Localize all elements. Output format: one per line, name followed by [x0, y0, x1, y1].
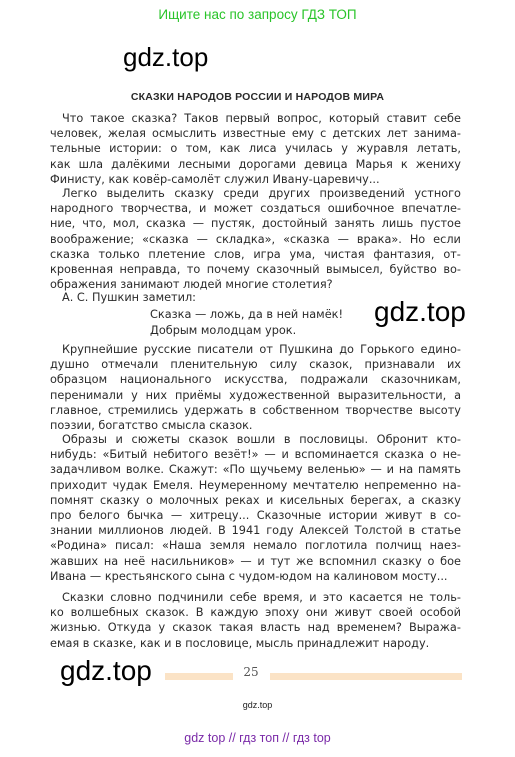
page-decor-bar-right: [270, 673, 462, 680]
footer-links[interactable]: gdz top // гдз топ // гдз top: [184, 731, 331, 745]
text-line: «Родина» писал: «Наша земля немало поглотила полчищ наез-: [50, 539, 461, 553]
text-line: задачливом волке. Скажут: «По щучьему веленью» — и на память: [50, 463, 461, 477]
text-line: душно отмечали пленительную силу сказок, признавали их: [50, 358, 461, 372]
paragraph-5: [50, 432, 461, 584]
watermark: gdz.top: [123, 42, 209, 72]
text-line: перенимали у них приёмы художественной выразительности, а: [50, 388, 461, 402]
quote-line: Сказка — ложь, да в ней намёк!: [150, 308, 343, 321]
paragraph-1: [50, 111, 461, 187]
text-line: главное, стремились удержать в собственном творчестве высоту: [50, 403, 461, 417]
small-watermark: gdz.top: [242, 700, 273, 710]
text-line: Сказки словно подчинили себе время, и это касается не толь-: [62, 591, 461, 604]
text-line: помнят сказку о молочных реках и кисельных берегах, а сказку: [50, 493, 461, 507]
section-heading: СКАЗКИ НАРОДОВ РОССИИ И НАРОДОВ МИРА: [130, 91, 385, 103]
text-line: как шла далёкими лесными дорогами девица Марья к жениху: [50, 157, 461, 171]
text-line: знании миллионов людей. В 1941 году Алексей Толстой в статье: [50, 524, 461, 538]
text-line: воображение; «сказка — складка», «сказка — врака». Но если: [50, 232, 461, 246]
text-line: ображения занимают людей многие столетия?: [50, 278, 333, 292]
paragraph-2: [50, 186, 461, 292]
text-line: человек, желая осмыслить известные ему с детских лет занима-: [50, 127, 461, 141]
text-line: Финисту, как ковёр-самолёт служил Ивану-царевичу...: [50, 172, 380, 186]
text-line: приходит чудак Емеля. Неумеренному мечтателю непременно на-: [50, 478, 461, 492]
page-decor-bar-left: [165, 673, 233, 680]
text-line: про белого бычка — хитрецу... Сказочные истории живут в со-: [50, 509, 461, 523]
text-line: Легко выделить сказку среди других произведений устного: [62, 187, 461, 200]
text-line: ко волшебных сказок. В каждую эпоху они живут своей особой: [50, 606, 461, 620]
page-number: 25: [243, 665, 259, 679]
text-line: поэзии, богатство смысла сказок.: [50, 419, 253, 433]
pushkin-quote: [150, 307, 343, 338]
text-line: нибудь: «Битый небитого везёт!» — и вспоминается сказка о не-: [50, 448, 461, 462]
text-line: Что такое сказка? Таков первый вопрос, который ставит себе: [62, 112, 461, 125]
search-banner: Ищите нас по запросу ГДЗ ТОП: [158, 7, 357, 22]
text-line: образцом национального искусства, подражали сказочникам,: [50, 373, 461, 387]
text-line: ние, что, мол, сказка — пустяк, достойный занять лишь пустое: [50, 217, 461, 231]
text-line: жавших на неё насильников» — и тут же вспомнил сказку о бое: [50, 554, 461, 568]
text-line: Образы и сюжеты сказок вошли в пословицы. Обронит кто-: [62, 433, 461, 446]
text-line: Крупнейшие русские писатели от Пушкина до Горького едино-: [62, 343, 461, 356]
text-line: Ивана — крестьянского сына с чудом-юдом на калиновом мосту...: [50, 569, 448, 583]
text-line: А. С. Пушкин заметил:: [62, 291, 196, 304]
text-line: емая в сказке, как и в пословице, мысль принадлежит народу.: [50, 636, 430, 650]
paragraph-6: [50, 590, 461, 651]
text-line: кровенная неправда, то почему сказочный вымысел, буйство во-: [50, 263, 461, 277]
watermark: gdz.top: [374, 296, 466, 327]
quote-line: Добрым молодцам урок.: [150, 323, 297, 337]
text-line: тельные истории: о том, как лиса училась у журавля летать,: [50, 142, 461, 156]
paragraph-4: [50, 342, 461, 433]
text-line: народного творчества, и может создаться ошибочное впечатле-: [50, 202, 461, 216]
watermark: gdz.top: [60, 655, 152, 686]
text-line: жизнью. Откуда у сказок такая власть над временем? Выража-: [50, 621, 461, 635]
text-line: сказка только плетение слов, игра ума, чистая фантазия, от-: [50, 247, 461, 261]
